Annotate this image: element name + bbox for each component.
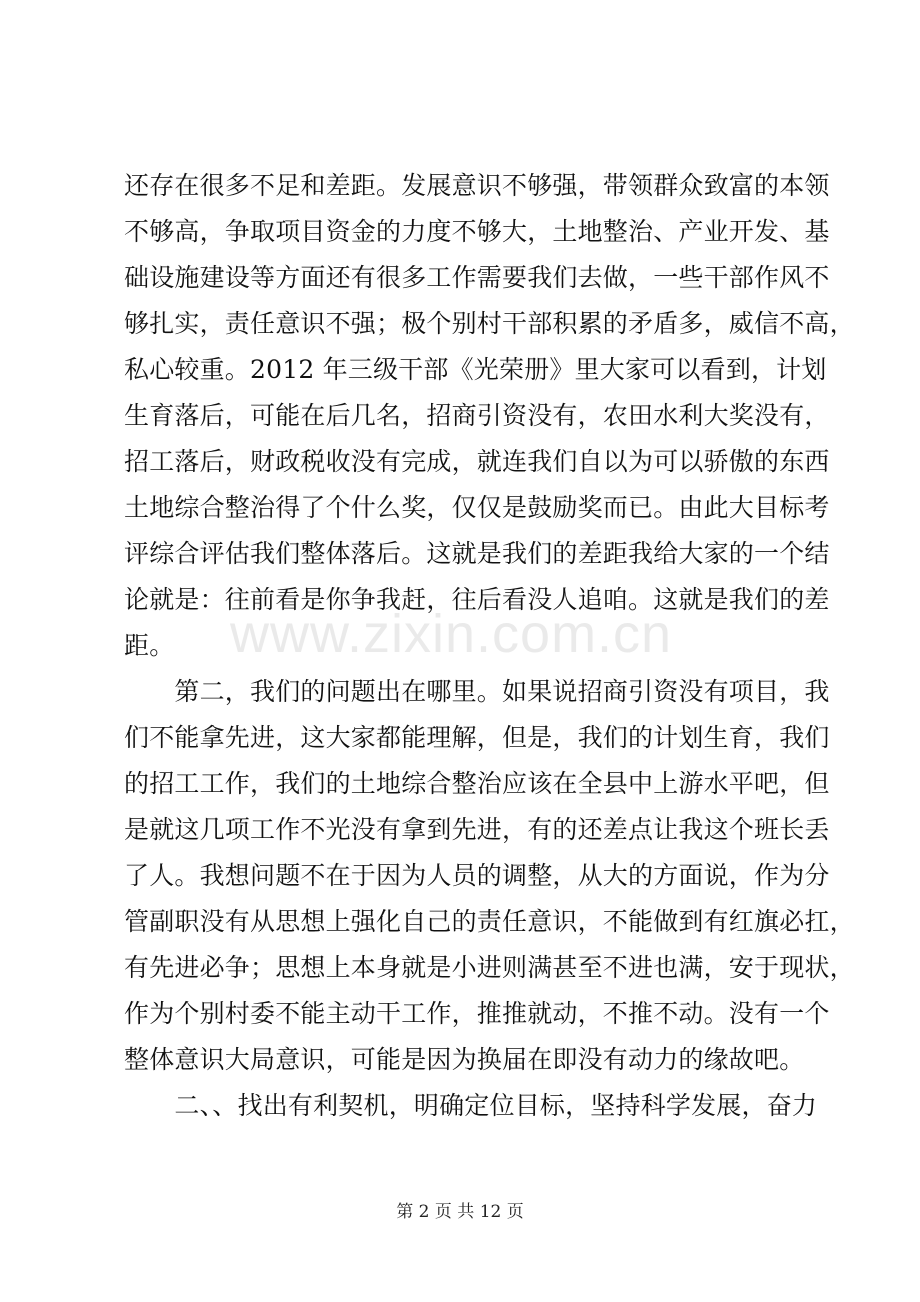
body-text-line: 础设施建设等方面还有很多工作需要我们去做，一些干部作风不 bbox=[124, 263, 830, 292]
body-text-line: 第二，我们的问题出在哪里。如果说招商引资没有项目，我 bbox=[124, 677, 830, 706]
body-text-line: 了人。我想问题不在于因为人员的调整，从大的方面说，作为分 bbox=[124, 861, 830, 890]
body-text-line: 不够高，争取项目资金的力度不够大，土地整治、产业开发、基 bbox=[124, 217, 830, 246]
page-footer: 第 2 页 共 12 页 bbox=[396, 1202, 524, 1222]
body-text-line: 的招工工作，我们的土地综合整治应该在全县中上游水平吧，但 bbox=[124, 769, 830, 798]
body-text-line: 生育落后，可能在后几名，招商引资没有，农田水利大奖没有， bbox=[124, 401, 830, 430]
body-text-line: 够扎实，责任意识不强；极个别村干部积累的矛盾多，威信不高， bbox=[124, 309, 855, 338]
body-text-line: 整体意识大局意识，可能是因为换届在即没有动力的缘故吧。 bbox=[124, 1045, 805, 1074]
body-text-line: 们不能拿先进，这大家都能理解，但是，我们的计划生育，我们 bbox=[124, 723, 830, 752]
body-text-line: 还存在很多不足和差距。发展意识不够强，带领群众致富的本领 bbox=[124, 171, 830, 200]
body-text-line: 有先进必争；思想上本身就是小进则满甚至不进也满，安于现状， bbox=[124, 953, 855, 982]
body-text-line: 距。 bbox=[124, 631, 175, 660]
body-text-line: 作为个别村委不能主动干工作，推推就动，不推不动。没有一个 bbox=[124, 999, 830, 1028]
body-text-line: 是就这几项工作不光没有拿到先进，有的还差点让我这个班长丢 bbox=[124, 815, 830, 844]
body-text-line: 二、、找出有利契机，明确定位目标，坚持科学发展，奋力 bbox=[124, 1091, 818, 1120]
body-text-line: 土地综合整治得了个什么奖，仅仅是鼓励奖而已。由此大目标考 bbox=[124, 493, 830, 522]
body-text-line: 管副职没有从思想上强化自己的责任意识，不能做到有红旗必扛， bbox=[124, 907, 855, 936]
watermark: www.zixin.com.cn bbox=[230, 604, 673, 664]
body-text-line: 私心较重。2012 年三级干部《光荣册》里大家可以看到，计划 bbox=[124, 355, 827, 384]
body-text-line: 评综合评估我们整体落后。这就是我们的差距我给大家的一个结 bbox=[124, 539, 830, 568]
body-text-line: 招工落后，财政税收没有完成，就连我们自以为可以骄傲的东西 bbox=[124, 447, 830, 476]
body-text-line: 论就是：往前看是你争我赶，往后看没人追咱。这就是我们的差 bbox=[124, 585, 830, 614]
